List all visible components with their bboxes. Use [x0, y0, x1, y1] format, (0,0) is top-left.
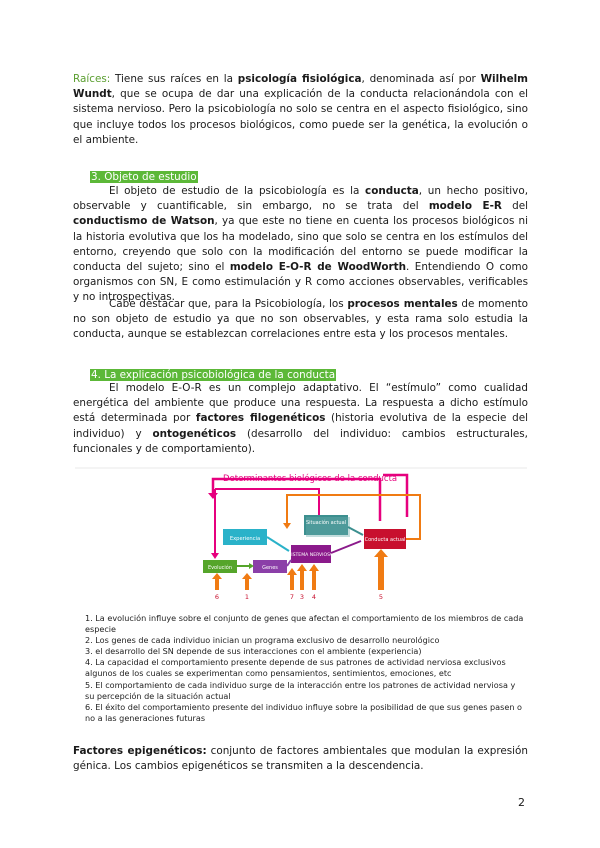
feedback-arrow-top — [213, 479, 380, 521]
svg-text:Evolución: Evolución — [207, 565, 233, 571]
raices-paragraph: Raíces: Tiene sus raíces en la psicología fisiológica, denominada así por Wilhelm Wundt, que se ocupa de dar una explicación de la conducta relacionándola con el sistema nervioso. Pero la psicobiología no solo se centra en el aspecto fisiológico, sino que incluye todos los procesos biológicos, como puede ser la genética, la evolución o el ambiente. — [73, 73, 529, 146]
arrow-1 — [242, 573, 252, 590]
explicacion-paragraph: El modelo E-O-R es un complejo adaptativo. El “estímulo” como cualidad energética del ambiente que produce una respuesta. La respuesta a dicho estímulo está determinada por factores filogenéticos (historia evolutiva de la especie del individuo) y ontogenéticos (desarrollo del individuo: cambios estructurales, funcionales y de comportamiento). — [73, 382, 528, 455]
svg-text:SISTEMA NERVIOSO: SISTEMA NERVIOSO — [288, 553, 334, 558]
list-item: 6. El éxito del comportamiento presente del individuo influye sobre la posibilidad de que sus genes pasen o no a las generaciones futuras — [85, 701, 522, 723]
number-label: 4 — [311, 593, 317, 601]
number-label: 7 — [289, 593, 295, 601]
list-item: 2. Los genes de cada individuo inician un programa exclusivo de desarrollo neurológico — [85, 635, 440, 646]
svg-text:Conducta actual: Conducta actual — [364, 537, 406, 543]
procesos-mentales-paragraph: Cabe destacar que, para la Psicobiología, los procesos mentales de momento no son objeto de estudio ya que no son observables, y esta rama solo estudia la conducta, aunque se establezcan correlaciones entre esta y los procesos mentales. — [73, 298, 528, 341]
arrow-5 — [374, 549, 388, 590]
determinantes-diagram — [75, 465, 527, 610]
list-item: 4. La capacidad el comportamiento presente depende de sus patrones de actividad nerviosa exclusivos algunos de los cuales se experimentan como pensamientos, sentimientos, emociones, etc — [85, 657, 506, 679]
list-item: 5. El comportamiento de cada individuo surge de la interacción entre los patrones de actividad nerviosa y su percepción de la situación actual — [85, 679, 516, 701]
svg-text:Genes: Genes — [262, 565, 278, 571]
determinantes-list — [85, 613, 525, 724]
section-4-heading: 4. La explicación psicobiológica de la conducta — [91, 369, 336, 381]
arrow-3 — [297, 564, 307, 590]
number-label: 5 — [378, 593, 384, 601]
objeto-paragraph: El objeto de estudio de la psicobiología es la conducta, un hecho positivo, observable y cuantificable, sin embargo, no se trata del modelo E-R del conductismo de Watson, ya que este no tiene en cuenta los procesos biológicos ni la historia evolutiva que los ha modelado, sino que solo se centra en los estímulos del entorno, creyendo que solo con la modificación del entorno se puede modificar la conducta del sujeto; sino el modelo E-O-R de WoodWorth. Entendiendo O como organismos con SN, E como estimulación y R como acciones observables, verificables y no introspectivas. — [73, 185, 528, 304]
list-item: 1. La evolución influye sobre el conjunto de genes que afectan el comportamiento de los miembros de cada especie — [85, 613, 524, 635]
svg-text:Situación actual: Situación actual — [305, 520, 347, 526]
number-label: 3 — [299, 593, 305, 601]
diagram-title: Determinantes biológicos de la conducta — [223, 474, 398, 484]
number-label: 1 — [244, 593, 250, 601]
list-item: 3. el desarrollo del SN depende de sus interacciones con el ambiente (experiencia) — [85, 646, 422, 657]
arrow-6 — [212, 573, 222, 590]
page-number: 2 — [518, 796, 525, 809]
section-3-heading: 3. Objeto de estudio — [91, 171, 197, 183]
raices-label: Raíces: — [73, 73, 111, 85]
epigeneticos-paragraph: Factores epigenéticos: conjunto de factores ambientales que modulan la expresión génica. Los cambios epigenéticos se transmiten a la descendencia. — [73, 745, 528, 773]
svg-text:Experiencia: Experiencia — [229, 536, 261, 542]
arrow-4 — [309, 564, 319, 590]
number-label: 6 — [214, 593, 220, 601]
arrow-7 — [287, 568, 297, 590]
